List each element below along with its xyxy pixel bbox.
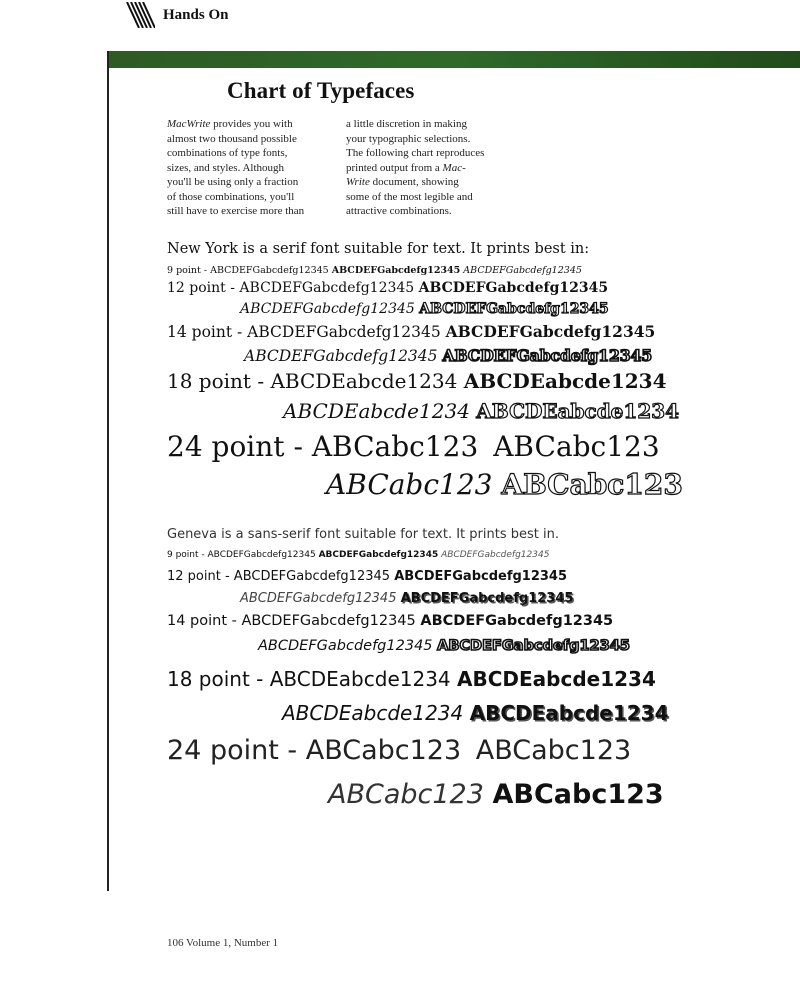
intro-line: attractive combinations. — [346, 205, 452, 217]
geneva-row-12pt: 12 point - ABCDEFGabcdefg12345 ABCDEFGabcdefg12345 — [167, 569, 568, 584]
intro-line: a little discretion in making — [346, 118, 467, 130]
intro-line: MacWrite provides you with — [167, 118, 293, 130]
geneva-row-14pt: 14 point - ABCDEFGabcdefg12345 ABCDEFGabcdefg12345 — [167, 613, 614, 629]
intro-line: some of the most legible and — [346, 190, 473, 203]
left-margin-rule — [107, 51, 109, 891]
geneva-heading: Geneva is a sans-serif font suitable for text. It prints best in. — [167, 527, 559, 542]
page-footer: 106 Volume 1, Number 1 — [167, 937, 279, 949]
diagonal-stripes-icon — [125, 2, 155, 28]
geneva-row-18pt: 18 point - ABCDEabcde1234 ABCDEabcde1234 — [167, 667, 656, 691]
intro-line: Write document, showing — [346, 176, 459, 188]
newyork-row-24pt-styles: ABCabc123 ABCabc123 — [326, 468, 683, 501]
geneva-row-24pt: 24 point - ABCabc123 ABCabc123 — [167, 735, 632, 766]
newyork-row-12pt-styles: ABCDEFGabcdefg12345 ABCDEFGabcdefg12345 — [240, 301, 609, 317]
newyork-row-9pt: 9 point - ABCDEFGabcdefg12345 ABCDEFGabcdefg12345 ABCDEFGabcdefg12345 — [167, 265, 582, 276]
intro-line: your typographic selections. — [346, 132, 471, 145]
intro-line: almost two thousand possible — [167, 132, 297, 145]
intro-line: still have to exercise more than — [167, 205, 305, 217]
newyork-heading: New York is a serif font suitable for text. It prints best in: — [167, 241, 590, 257]
intro-line: combinations of type fonts, — [167, 147, 288, 159]
intro-column-2 — [346, 117, 521, 219]
newyork-row-24pt: 24 point - ABCabc123 ABCabc123 — [167, 430, 660, 463]
green-header-bar — [108, 51, 800, 68]
newyork-row-14pt: 14 point - ABCDEFGabcdefg12345 ABCDEFGabcdefg12345 — [167, 322, 656, 341]
geneva-row-24pt-styles: ABCabc123 ABCabc123 — [328, 779, 664, 810]
geneva-row-14pt-styles: ABCDEFGabcdefg12345 ABCDEFGabcdefg12345 — [258, 638, 630, 654]
geneva-row-9pt: 9 point - ABCDEFGabcdefg12345 ABCDEFGabcdefg12345 ABCDEFGabcdefg12345 — [167, 550, 550, 560]
intro-line: The following chart reproduces — [346, 147, 485, 159]
newyork-row-12pt: 12 point - ABCDEFGabcdefg12345 ABCDEFGabcdefg12345 — [167, 280, 609, 296]
geneva-row-12pt-styles: ABCDEFGabcdefg12345 ABCDEFGabcdefg12345 — [240, 591, 574, 606]
geneva-row-18pt-styles: ABCDEabcde1234 ABCDEabcde1234 — [282, 701, 669, 725]
newyork-row-14pt-styles: ABCDEFGabcdefg12345 ABCDEFGabcdefg12345 — [244, 346, 653, 365]
newyork-row-18pt: 18 point - ABCDEabcde1234 ABCDEabcde1234 — [167, 369, 667, 393]
intro-line: you'll be using only a fraction — [167, 176, 299, 188]
intro-line: of those combinations, you'll — [167, 190, 295, 203]
newyork-row-18pt-styles: ABCDEabcde1234 ABCDEabcde1234 — [283, 399, 680, 423]
page-title: Chart of Typefaces — [227, 78, 415, 103]
section-name: Hands On — [163, 7, 229, 23]
intro-line: printed output from a Mac- — [346, 161, 466, 174]
intro-line: sizes, and styles. Although — [167, 161, 285, 174]
intro-column-1 — [167, 117, 332, 219]
